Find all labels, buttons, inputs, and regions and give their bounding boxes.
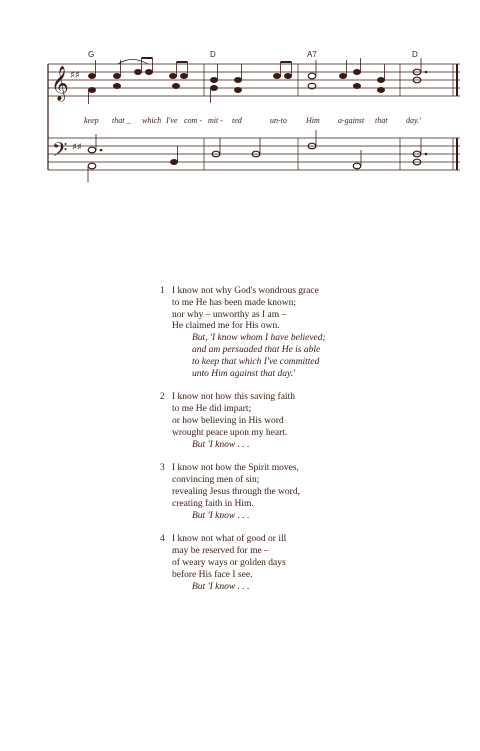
verse-4 [160, 534, 420, 593]
refrain-line: But, 'I know whom I have believed; [192, 333, 326, 344]
lyric-syllable: mit - [208, 116, 223, 125]
hymn-verses [160, 286, 420, 605]
verse-3 [160, 463, 420, 522]
verse-line: before His face I see. [172, 569, 253, 580]
lyric-syllable: ted [232, 116, 242, 125]
verse-line: to me He did impart; [172, 404, 252, 415]
verse-line: I know not what of good or ill [172, 534, 287, 545]
verse-line: He claimed me for His own. [172, 321, 280, 332]
lyric-syllable: I've [166, 116, 178, 125]
verse-line: I know not why God's wondrous grace [172, 286, 319, 296]
lyric-syllable: a-gainst [338, 116, 365, 125]
verse-number: 1 [160, 286, 165, 296]
chord-symbol: D [412, 50, 418, 59]
verse-line: of weary ways or golden days [172, 557, 286, 568]
lyric-syllable: Him [306, 116, 320, 125]
treble-clef-icon: 𝄞 [51, 66, 69, 101]
verse-2 [160, 392, 420, 451]
verse-line: creating faith in Him. [172, 498, 254, 509]
verse-1 [160, 286, 420, 380]
lyric-syllable: un-to [270, 116, 287, 125]
lyric-syllable: that _ [112, 116, 131, 125]
key-signature-icon: ♯♯ [70, 70, 80, 81]
verse-line: or how believing in His word [172, 415, 284, 426]
verse-number: 2 [160, 392, 165, 403]
bass-staff [48, 138, 460, 170]
lyric-syllable: that [375, 116, 388, 125]
verse-line: I know not how the Spirit moves, [172, 463, 299, 474]
verse-number: 3 [160, 463, 165, 474]
refrain-line: and am persuaded that He is able [192, 344, 321, 355]
chord-symbol: G [88, 50, 95, 59]
music-score [0, 0, 480, 200]
refrain-line: But 'I know . . . [192, 439, 250, 450]
chord-symbol: A7 [307, 50, 317, 59]
verse-line: nor why – unworthy as I am – [172, 309, 287, 320]
bass-clef-icon: 𝄢 [52, 138, 68, 166]
verse-line: revealing Jesus through the word, [172, 486, 300, 497]
verse-line: may be reserved for me – [172, 546, 269, 557]
lyric-syllable: day.' [406, 116, 421, 125]
lyric-syllable: keep [84, 116, 99, 125]
bass-key-signature-icon: ♯♯ [72, 142, 82, 153]
verse-line: wrought peace upon my heart. [172, 427, 288, 438]
treble-staff [48, 64, 460, 96]
lyric-syllable: which [142, 116, 162, 125]
treble-notes [88, 58, 427, 104]
refrain-line: But 'I know . . . [192, 510, 250, 521]
verse-line: to me He has been made known; [172, 297, 296, 308]
verse-line: convincing men of sin; [172, 475, 260, 486]
verse-number: 4 [160, 534, 165, 545]
refrain-line: But 'I know . . . [192, 581, 250, 592]
refrain-line: to keep that which I've committed [192, 356, 320, 367]
verse-line: I know not how this saving faith [172, 392, 295, 403]
refrain-line: unto Him against that day.' [192, 368, 296, 379]
chord-symbol: D [210, 50, 216, 59]
lyric-syllable: com - [184, 116, 202, 125]
